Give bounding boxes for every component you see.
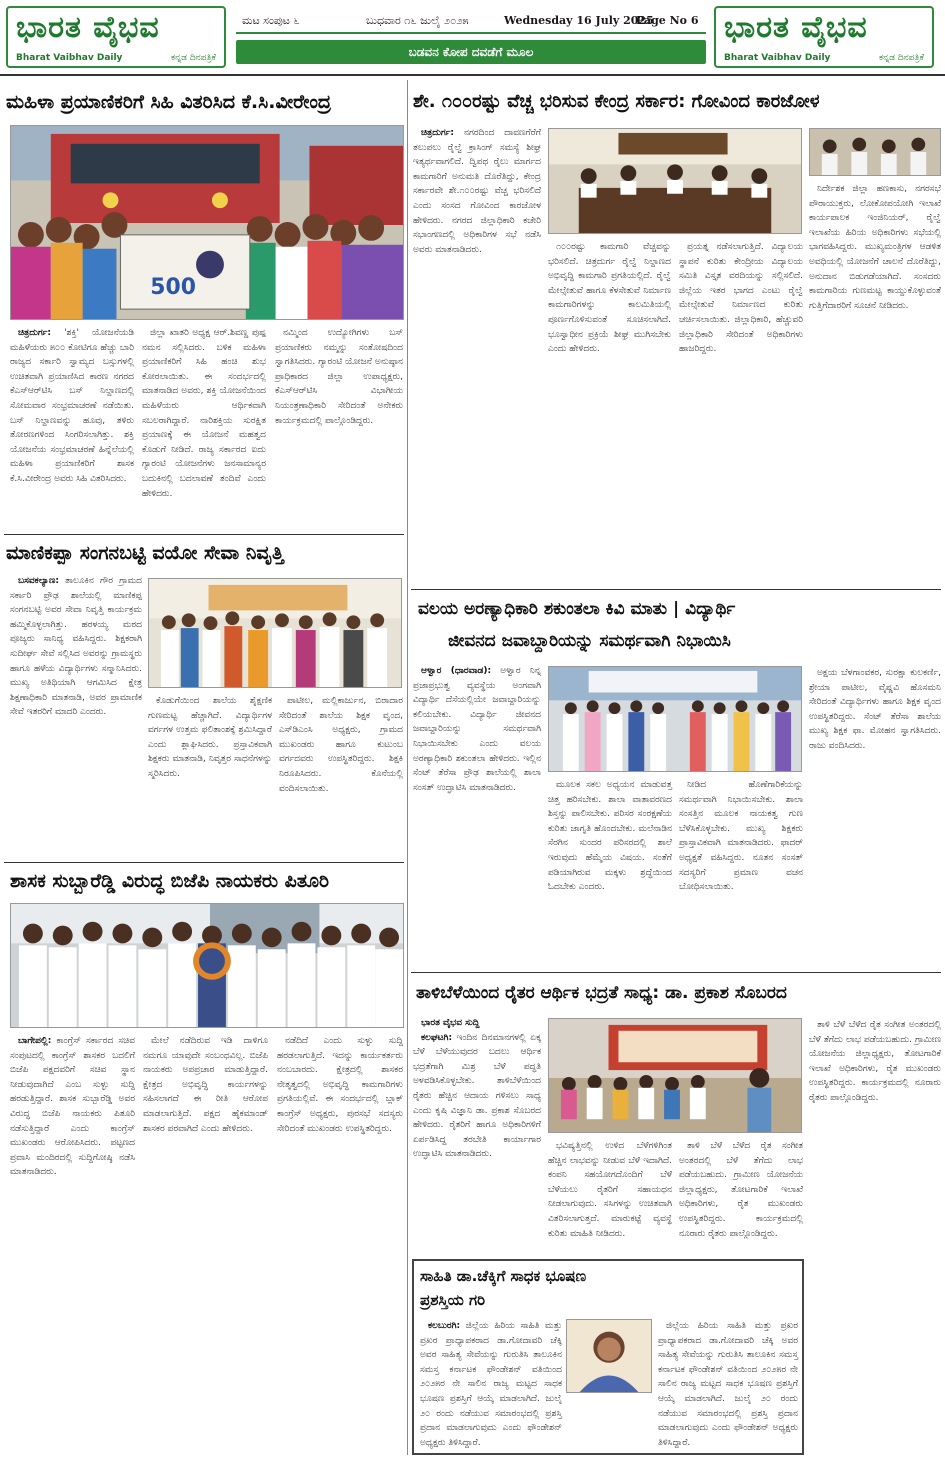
- photo-retirement: [148, 578, 402, 688]
- a1-dateline: ಚಿತ್ರದುರ್ಗ:: [18, 328, 52, 338]
- photo-school-parliament: [548, 666, 802, 772]
- logo-right: [714, 6, 934, 68]
- a5-col2: [143, 1034, 268, 1454]
- divider: [411, 972, 941, 973]
- a1-col3: [275, 326, 403, 532]
- award-box: [412, 1259, 804, 1455]
- a5-text1: ಕಾಂಗ್ರೆಸ್ ಸರ್ಕಾರದ ಸಚಿವ ಸಂಪುಟದಲ್ಲಿ ಕಾಂಗ್ರೆಸ್ ಶಾಸಕರ ಬದಲಿಗೆ ಬಿಜೆಪಿ ಪಕ್ಷದವರಿಗೆ ಸಚಿವ ಸ್ಥಾನ ನೀಡುವುದಾಗಿದೆ ಎಂಬ ಸುಳ್ಳು ಸುದ್ದಿ ಹರಡುತ್ತಿದ್ದಾರೆ. ಶಾಸಕ ಸುಬ್ಬಾರೆಡ್ಡಿ ಅವರ ವಿರುದ್ಧ ಬಿಜೆಪಿ ನಾಯಕರು ಪಿತೂರಿ ನಡೆಸುತ್ತಿದ್ದಾರೆ ಎಂದು ಕಾಂಗ್ರೆಸ್ ಮುಖಂಡರು ಆರೋಪಿಸಿದರು. ಪಟ್ಟಣದ ಪ್ರವಾಸಿ ಮಂದಿರದಲ್ಲಿ ಸುದ್ದಿಗೋಷ್ಠಿ ನಡೆಸಿ ಮಾತನಾಡಿದರು.: [10, 1036, 135, 1178]
- a2-text2: ೧೦೦ರಷ್ಟು ಕಾಮಗಾರಿ ವೆಚ್ಚವನ್ನು ಭರಿಸಲಿದೆ. ಚಿತ್ರದುರ್ಗ ರೈಲ್ವೆ ನಿಲ್ದಾಣದ ಅಭಿವೃದ್ಧಿ ಕಾಮಗಾರಿ ಪ್ರಗತಿಯಲ್ಲಿದೆ. ರೈಲ್ವೆ ಮೇಲ್ಸೇತುವೆ ಹಾಗೂ ಕೆಳಸೇತುವೆ ನಿರ್ಮಾಣ ಕಾಮಗಾರಿಗಳನ್ನು ಕಾಲಮಿತಿಯಲ್ಲಿ ಪೂರ್ಣಗೊಳಿಸುವಂತೆ ಸೂಚಿಸಲಾಗಿದೆ. ಭೂಸ್ವಾಧೀನ ಪ್ರಕ್ರಿಯೆ ಶೀಘ್ರ ಮುಗಿಸಬೇಕು ಎಂದು ಹೇಳಿದರು.: [548, 242, 671, 355]
- svg-text:500: 500: [150, 275, 196, 301]
- a3-text2: ಕೊಡುಗೆಯಿಂದ ಶಾಲೆಯ ಶೈಕ್ಷಣಿಕ ಗುಣಮಟ್ಟ ಹೆಚ್ಚಾಗಿದೆ. ವಿದ್ಯಾರ್ಥಿಗಳ ವರ್ಗಗಳ ಉತ್ತಮ ಫಲಿತಾಂಶಕ್ಕೆ ಶ್ರಮಿಸಿದ್ದಾರೆ ಎಂದು ಶ್ಲಾಘಿಸಿದರು. ಪ್ರಸ್ತಾವಿಕವಾಗಿ ಶಿಕ್ಷಕರು ಮಾತನಾಡಿ, ನಿವೃತ್ತರ ಸಾಧನೆಗಳನ್ನು ಸ್ಮರಿಸಿದರು.: [148, 696, 272, 779]
- a5-text3: ನಡೆದಿದೆ ಎಂದು ಸುಳ್ಳು ಸುದ್ದಿ ಹರಡಲಾಗುತ್ತಿದೆ. ಇದನ್ನು ಕಾರ್ಯಕರ್ತರು ನಂಬಬಾರದು. ಕ್ಷೇತ್ರದಲ್ಲಿ ಶಾಸಕರ ನೇತೃತ್ವದಲ್ಲಿ ಅಭಿವೃದ್ಧಿ ಕಾಮಗಾರಿಗಳು ಪ್ರಗತಿಯಲ್ಲಿವೆ. ಈ ಸಂದರ್ಭದಲ್ಲಿ ಬ್ಲಾಕ್ ಕಾಂಗ್ರೆಸ್ ಅಧ್ಯಕ್ಷರು, ಪುರಸಭೆ ಸದಸ್ಯರು ಸೇರಿದಂತೆ ಮುಖಂಡರು ಉಪಸ್ಥಿತರಿದ್ದರು.: [277, 1036, 403, 1134]
- a4-text2: ಮೂಲಕ ಸಕಲ ಅಧ್ಯಯನ ಮಾಡುವತ್ತ ಚಿತ್ತ ಹರಿಸಬೇಕು. ಶಾಲಾ ವಾತಾವರಣದ ಶಿಸ್ತನ್ನು ಪಾಲಿಸಬೇಕು. ಪರಿಸರ ಸಂರಕ್ಷಣೆಯ ಕುರಿತು ಜಾಗೃತಿ ಹೊಂದಬೇಕು. ಮಲೆನಾಡಿನ ಸೆರಗಿನ ಸುಂದರ ಪರಿಸರದಲ್ಲಿ ಶಾಲೆ ಇರುವುದು ಹೆಮ್ಮೆಯ ವಿಷಯ. ಸಂತೆಗೆ ಪಡಿಯಾಗಿರುವ ಮಕ್ಕಳು ಶ್ರದ್ಧೆಯಿಂದ ಓದಬೇಕು ಎಂದರು.: [548, 780, 672, 893]
- a3-text3: ಪಾಟೀಲ, ಮಲ್ಲಿಕಾರ್ಜುನ, ಬಿರಾದಾರ ಸೇರಿದಂತೆ ಶಾಲೆಯ ಶಿಕ್ಷಕ ವೃಂದ, ಎಸ್‌ಡಿಎಂಸಿ ಅಧ್ಯಕ್ಷರು, ಗ್ರಾಮದ ಮುಖಂಡರು ಹಾಗೂ ಕುಟುಂಬ ವರ್ಗದವರು ಉಪಸ್ಥಿತರಿದ್ದರು. ಶಿಕ್ಷಕಿ ನಿರೂಪಿಸಿದರು. ಕೊನೆಯಲ್ಲಿ ವಂದಿಸಲಾಯಿತು.: [279, 696, 403, 794]
- logo-subtitle: Bharat Vaibhav Daily: [724, 53, 831, 63]
- issue-number: ಮಟ ಸಂಪುಟ ೬: [242, 14, 300, 27]
- a2-col2: [548, 240, 671, 586]
- photo-author-portrait: [566, 1319, 652, 1393]
- a6-dateline: ಕಲಘಟಗಿ:: [421, 1032, 453, 1043]
- a3-dateline: ಬಸವಕಲ್ಯಾಣ:: [18, 576, 59, 586]
- a5-col1: [10, 1034, 135, 1454]
- logo-subtitle-kn: ಕನ್ನಡ ದಿನಪತ್ರಿಕೆ: [170, 53, 216, 63]
- a7-text-cont: ಜಿಲ್ಲೆಯ ಹಿರಿಯ ಸಾಹಿತಿ ಮತ್ತು ಪ್ರಖರ ಪ್ರಾಧ್ಯಾಪಕರಾದ ಡಾ.ಗೋದಾವರಿ ಚೆಕ್ಕಿ ಅವರ ಸಾಹಿತ್ಯ ಸೇವೆಯನ್ನು ಗುರುತಿಸಿ ತಾಲೂಕಿನ ಸಮಸ್ತ ಕರ್ನಾಟಕ ಫೌಂಡೇಶನ್ ವತಿಯಿಂದ ೨೦೨೫ರ ನೇ ಸಾಲಿನ ರಾಜ್ಯ ಮಟ್ಟದ ಸಾಧಕ ಭೂಷಣ ಪ್ರಶಸ್ತಿಗೆ ಆಯ್ಕೆ ಮಾಡಲಾಗಿದೆ. ಜುಲೈ ೨೦ ರಂದು ನಡೆಯುವ ಸಮಾರಂಭದಲ್ಲಿ ಪ್ರಶಸ್ತಿ ಪ್ರದಾನ ಮಾಡಲಾಗುವುದು ಎಂದು ಫೌಂಡೇಶನ್ ಅಧ್ಯಕ್ಷರು ತಿಳಿಸಿದ್ದಾರೆ.: [658, 1321, 798, 1448]
- a2-text4: ನಿರ್ದೇಶಕ ಜಿಲ್ಲಾ ಹಣಕಾಸು, ನಗರಸಭೆ ಪೌರಾಯುಕ್ತರು, ಲೋಕೋಪಯೋಗಿ ಇಲಾಖೆ ಕಾರ್ಯಪಾಲಕ ಇಂಜಿನಿಯರ್, ರೈಲ್ವೆ ಇಲಾಖೆಯ ಹಿರಿಯ ಅಧಿಕಾರಿಗಳು ಸಭೆಯಲ್ಲಿ ಭಾಗವಹಿಸಿದ್ದರು. ಮುಖ್ಯಮಂತ್ರಿಗಳ ಆಡಳಿತ ಅವಧಿಯಲ್ಲಿ ಯೋಜನೆಗೆ ಚಾಲನೆ ದೊರೆತಿದ್ದು, ಅನುದಾನ ಬಿಡುಗಡೆಯಾಗಿದೆ. ಸಂಸದರು ಕಾಮಗಾರಿಯ ಗುಣಮಟ್ಟ ಕಾಯ್ದುಕೊಳ್ಳುವಂತೆ ಗುತ್ತಿಗೆದಾರರಿಗೆ ಸೂಚನೆ ನೀಡಿದರು.: [809, 184, 941, 311]
- masthead: [0, 0, 945, 72]
- photo-meeting-2: [809, 128, 941, 176]
- logo-subtitle: Bharat Vaibhav Daily: [16, 53, 123, 63]
- masthead-center: [236, 6, 706, 68]
- a7-text: ಜಿಲ್ಲೆಯ ಹಿರಿಯ ಸಾಹಿತಿ ಮತ್ತು ಪ್ರಖರ ಪ್ರಾಧ್ಯಾಪಕರಾದ ಡಾ.ಗೋದಾವರಿ ಚೆಕ್ಕಿ ಅವರ ಸಾಹಿತ್ಯ ಸೇವೆಯನ್ನು ಗುರುತಿಸಿ ತಾಲೂಕಿನ ಸಮಸ್ತ ಕರ್ನಾಟಕ ಫೌಂಡೇಶನ್ ವತಿಯಿಂದ ೨೦೨೫ರ ನೇ ಸಾಲಿನ ರಾಜ್ಯ ಮಟ್ಟದ ಸಾಧಕ ಭೂಷಣ ಪ್ರಶಸ್ತಿಗೆ ಆಯ್ಕೆ ಮಾಡಲಾಗಿದೆ. ಜುಲೈ ೨೦ ರಂದು ನಡೆಯುವ ಸಮಾರಂಭದಲ್ಲಿ ಪ್ರಶಸ್ತಿ ಪ್ರದಾನ ಮಾಡಲಾಗುವುದು ಎಂದು ಫೌಂಡೇಶನ್ ಅಧ್ಯಕ್ಷರು ತಿಳಿಸಿದ್ದಾರೆ.: [420, 1321, 562, 1448]
- a1-col2: [142, 326, 266, 532]
- a6-byline: ಭಾರತ ವೈಭವ ಸುದ್ದಿ: [421, 1018, 480, 1028]
- a1-col1: [10, 326, 134, 532]
- a4-text4: ಅಕ್ಷಯ ಬೆಳಗಾಂವಕರ, ಸುರಕ್ಷಾ ಕುಲಕರ್ಣಿ, ಶ್ರೇಯಾ ಪಾಟೀಲ, ವೈಷ್ಣವಿ ಹೊಸಮನಿ ಸೇರಿದಂತೆ ವಿದ್ಯಾರ್ಥಿಗಳು ಹಾಗೂ ಶಿಕ್ಷಕ ವೃಂದ ಉಪಸ್ಥಿತರಿದ್ದರು. ಸೆಂಟ್ ತೆರೆಸಾ ಶಾಲೆಯ ಮುಖ್ಯ ಶಿಕ್ಷಕ ಫಾ. ಮೋಹನ ಸ್ವಾಗತಿಸಿದರು. ರಾಜು ವಂದಿಸಿದರು.: [809, 668, 941, 751]
- a3-col2: [148, 694, 272, 859]
- a6-col3: [679, 1139, 803, 1257]
- headline-a6: ತಾಳಿಬೆಳೆಯಿಂದ ರೈತರ ಆರ್ಥಿಕ ಭದ್ರತೆ ಸಾಧ್ಯ: ಡಾ. ಪ್ರಕಾಶ ಸೊಬರದ: [416, 983, 787, 1003]
- a6-text2: ಭವಿಷ್ಯತ್ತಿನಲ್ಲಿ ಉಳಿದ ಬೆಳೆಗಳಿಗಿಂತ ಹೆಚ್ಚಿನ ಲಾಭವನ್ನು ನೀಡುವ ಬೆಳೆ ಇದಾಗಿದೆ. ಕಂಪನಿ ಸಹಯೋಗದೊಂದಿಗೆ ಬೆಳೆ ಬೆಳೆಯಲು ರೈತರಿಗೆ ಸಹಾಯಧನ ನೀಡಲಾಗುವುದು. ಸಸಿಗಳನ್ನು ಉಚಿತವಾಗಿ ವಿತರಿಸಲಾಗುತ್ತದೆ. ಮಾರುಕಟ್ಟೆ ವ್ಯವಸ್ಥೆ ಕುರಿತು ಮಾಹಿತಿ ನೀಡಿದರು.: [548, 1141, 672, 1239]
- photo-bus-celebration: [10, 125, 404, 320]
- logo-title: ಭಾರತ ವೈಭವ: [16, 10, 160, 45]
- divider: [4, 862, 404, 863]
- a4-dateline: ಆಳ್ವಾರ (ಧಾರವಾಡ):: [421, 666, 492, 676]
- divider: [411, 589, 941, 590]
- a2-text1: ನಗರದಿಂದ ದಾವಣಗೆರೆಗೆ ತಲುಪಲು ರೈಲ್ವೆ ಕ್ರಾಸಿಂಗ್ ಸಮಸ್ಯೆ ಶೀಘ್ರ ಇತ್ಯರ್ಥವಾಗಲಿದೆ. ದ್ವಿಪಥ ರೈಲು ಮಾರ್ಗದ ಕಾಮಗಾರಿಗೆ ಅನುಮತಿ ದೊರೆತಿದ್ದು, ಕೇಂದ್ರ ಸರ್ಕಾರವೇ ಶೇ.೧೦೦ರಷ್ಟು ವೆಚ್ಚ ಭರಿಸಲಿದೆ ಎಂದು ಸಂಸದ ಗೋವಿಂದ ಕಾರಜೋಳ ಹೇಳಿದರು. ನಗರದ ಜಿಲ್ಲಾಧಿಕಾರಿ ಕಚೇರಿ ಸಭಾಂಗಣದಲ್ಲಿ ಅಧಿಕಾರಿಗಳ ಸಭೆ ನಡೆಸಿ ಅವರು ಮಾತನಾಡಿದರು.: [413, 128, 541, 255]
- a6-text1: ಇಂದಿನ ದಿನಮಾನಗಳಲ್ಲಿ ಏಕ್ಕ ಬೆಳೆ ಬೆಳೆಯುವುದರ ಬದಲು ಆರ್ಥಿಕ ಭದ್ರತೆಗಾಗಿ ಮಿಶ್ರ ಬೆಳೆ ಪದ್ಧತಿ ಅಳವಡಿಸಿಕೊಳ್ಳಬೇಕು. ತಾಳಿಬೆಳೆಯಿಂದ ರೈತರು ಹೆಚ್ಚಿನ ಆದಾಯ ಗಳಿಸಲು ಸಾಧ್ಯ ಎಂದು ಕೃಷಿ ವಿಜ್ಞಾನಿ ಡಾ. ಪ್ರಕಾಶ ಸೊಬರದ ಹೇಳಿದರು. ರೈತರಿಗೆ ಹಾಗೂ ಅಧಿಕಾರಿಗಳಿಗೆ ಏರ್ಪಡಿಸಿದ್ದ ತರಬೇತಿ ಕಾರ್ಯಾಗಾರ ಉದ್ಘಾಟಿಸಿ ಮಾತನಾಡಿದರು.: [413, 1032, 541, 1160]
- a1-text2: ಜಿಲ್ಲಾ ಖಾತರಿ ಅಧ್ಯಕ್ಷ ಆರ್.ಶಿವಣ್ಣ ಪುಷ್ಪ ನಮನ ಸಲ್ಲಿಸಿದರು. ಬಳಿಕ ಮಹಿಳಾ ಪ್ರಯಾಣಿಕರಿಗೆ ಸಿಹಿ ಹಂಚಿ ಶುಭ ಕೋರಲಾಯಿತು. ಈ ಸಂದರ್ಭದಲ್ಲಿ ಮಾತನಾಡಿದ ಅವರು, ಶಕ್ತಿ ಯೋಜನೆಯಿಂದ ಮಹಿಳೆಯರು ಆರ್ಥಿಕವಾಗಿ ಸಬಲರಾಗಿದ್ದಾರೆ. ನಾರಿಶಕ್ತಿಯ ಸುರಕ್ಷಿತ ಪ್ರಯಾಣಕ್ಕೆ ಈ ಯೋಜನೆ ಮಹತ್ವದ ಕೊಡುಗೆ ನೀಡಿದೆ. ರಾಜ್ಯ ಸರ್ಕಾರದ ಐದು ಗ್ಯಾರಂಟಿ ಯೋಜನೆಗಳು ಜನಸಾಮಾನ್ಯರ ಬದುಕಿನಲ್ಲಿ ಬದಲಾವಣೆ ತಂದಿವೆ ಎಂದು ಹೇಳಿದರು.: [142, 328, 266, 499]
- slogan: ಬಡವನ ಕೋಪ ದವಡೆಗೆ ಮೂಲ: [236, 40, 706, 64]
- masthead-divider: [0, 74, 945, 76]
- photo-meeting: [548, 128, 802, 234]
- a2-col4: [809, 182, 941, 586]
- a5-text2: ಮೇಲೆ ನಡೆದಿರುವ ಇಡಿ ದಾಳಿಗೂ ನಮಗೂ ಯಾವುದೇ ಸಂಬಂಧವಿಲ್ಲ. ಬಿಜೆಪಿ ನಾಯಕರು ಅಪಪ್ರಚಾರ ಮಾಡುತ್ತಿದ್ದಾರೆ. ಕ್ಷೇತ್ರದ ಅಭಿವೃದ್ಧಿ ಕಾರ್ಯಗಳನ್ನು ಸಹಿಸಲಾಗದೆ ಈ ರೀತಿ ಆರೋಪ ಮಾಡಲಾಗುತ್ತಿದೆ. ಪಕ್ಷದ ಹೈಕಮಾಂಡ್ ಶಾಸಕರ ಪರವಾಗಿದೆ ಎಂದು ಹೇಳಿದರು.: [143, 1036, 268, 1134]
- a4-col4: [809, 666, 941, 969]
- date-english: Wednesday 16 July 2025: [504, 14, 654, 27]
- headline-a4-line1: ವಲಯ ಅರಣ್ಯಾಧಿಕಾರಿ ಶಕುಂತಲಾ ಕಿವಿ ಮಾತು | ವಿದ್ಯಾರ್ಥಿ: [418, 599, 736, 619]
- a6-col4: [809, 1018, 941, 1454]
- a3-col1: [10, 574, 142, 859]
- headline-a7-line1: ಸಾಹಿತಿ ಡಾ.ಚೆಕ್ಕಿಗೆ ಸಾಧಕ ಭೂಷಣ: [420, 1267, 587, 1285]
- a7-body-cont: [658, 1319, 798, 1451]
- logo-left: [6, 6, 226, 68]
- a1-text3: ನಮ್ಮಿಂದ ಉದ್ಯೋಗಿಗಳು ಬಸ್ ಪ್ರಯಾಣಿಕರು ನಮ್ಮನ್ನು ಸಂತೋಷದಿಂದ ಸ್ವಾಗತಿಸಿದರು. ಗ್ಯಾರಂಟಿ ಯೋಜನೆ ಅನುಷ್ಠಾನ ಪ್ರಾಧಿಕಾರದ ಜಿಲ್ಲಾ ಉಪಾಧ್ಯಕ್ಷರು, ಕೆಎಸ್‌ಆರ್‌ಟಿಸಿ ವಿಭಾಗೀಯ ನಿಯಂತ್ರಣಾಧಿಕಾರಿ ಸೇರಿದಂತೆ ಅನೇಕರು ಕಾರ್ಯಕ್ರಮದಲ್ಲಿ ಪಾಲ್ಗೊಂಡಿದ್ದರು.: [275, 328, 403, 426]
- a5-dateline: ಬಾಗೇಪಲ್ಲಿ:: [18, 1036, 52, 1046]
- a4-col1: [413, 664, 541, 969]
- headline-a1: ಮಹಿಳಾ ಪ್ರಯಾಣಿಕರಿಗೆ ಸಿಹಿ ವಿತರಿಸಿದ ಕೆ.ಸಿ.ವೀರೇಂದ್ರ: [6, 91, 331, 113]
- a1-text1: 'ಶಕ್ತಿ' ಯೋಜನೆಯಡಿ ಮಹಿಳೆಯರು ೫೦೦ ಕೋಟಿಗೂ ಹೆಚ್ಚು ಬಾರಿ ರಾಜ್ಯದ ಸರ್ಕಾರಿ ಸ್ವಾಮ್ಯದ ಬಸ್ಸುಗಳಲ್ಲಿ ಉಚಿತವಾಗಿ ಪ್ರಯಾಣಿಸಿದ ಕಾರಣ ನಗರದ ಕೆಎಸ್‌ಆರ್‌ಟಿಸಿ ಬಸ್ ನಿಲ್ದಾಣದಲ್ಲಿ ಸೋಮವಾರ ಸಂಭ್ರಮಾಚರಣೆ ನಡೆಯಿತು. ಬಸ್ ನಿಲ್ದಾಣವನ್ನು ಹೂವು, ತಳಿರು ತೋರಣಗಳಿಂದ ಸಿಂಗರಿಸಲಾಗಿತ್ತು. ಶಕ್ತಿ ಯೋಜನೆಯ ಸಂಭ್ರಮಾಚರಣೆ ಹಿನ್ನೆಲೆಯಲ್ಲಿ ಮಹಿಳಾ ಪ್ರಯಾಣಿಕರಿಗೆ ಶಾಸಕ ಕೆ.ಸಿ.ವೀರೇಂದ್ರ ಅವರು ಸಿಹಿ ವಿತರಿಸಿದರು.: [10, 328, 134, 484]
- headline-a2: ಶೇ. ೧೦೦ರಷ್ಟು ವೆಚ್ಚ ಭರಿಸುವ ಕೇಂದ್ರ ಸರ್ಕಾರ: ಗೋವಿಂದ ಕಾರಜೋಳ: [413, 91, 820, 112]
- a6-text3b: ತಾಳಿ ಬೆಳೆ ಬೆಳೆದ ರೈತ ಸಂಗೀತ ಅಂತರದಲ್ಲಿ ಬೆಳೆ ತೆಗೆದು ಲಾಭ ಪಡೆಯಬಹುದು. ಗ್ರಾಮೀಣ ಯೋಜನೆಯ ಜಿಲ್ಲಾಧ್ಯಕ್ಷರು, ತೋಟಗಾರಿಕೆ ಇಲಾಖೆ ಅಧಿಕಾರಿಗಳು, ರೈತ ಮುಖಂಡರು ಉಪಸ್ಥಿತರಿದ್ದರು. ಕಾರ್ಯಕ್ರಮದಲ್ಲಿ ನೂರಾರು ರೈತರು ಪಾಲ್ಗೊಂಡಿದ್ದರು.: [809, 1020, 941, 1103]
- logo-subtitle-kn: ಕನ್ನಡ ದಿನಪತ್ರಿಕೆ: [878, 53, 924, 63]
- date-kannada: ಬುಧವಾರ ೧೬ ಜುಲೈ ೨೦೨೫: [366, 14, 469, 27]
- headline-a3: ಮಾಣಿಕಪ್ಪಾ ಸಂಗನಬಟ್ಟಿ ವಯೋ ಸೇವಾ ನಿವೃತ್ತಿ: [6, 542, 284, 564]
- headline-a5: ಶಾಸಕ ಸುಬ್ಬಾರೆಡ್ಡಿ ವಿರುದ್ಧ ಬಿಜೆಪಿ ನಾಯಕರು ಪಿತೂರಿ: [10, 870, 330, 892]
- divider: [4, 534, 404, 535]
- a4-text3: ನೀಡಿದ ಹೊಣೆಗಾರಿಕೆಯನ್ನು ಸಮರ್ಥವಾಗಿ ನಿಭಾಯಿಸಬೇಕು. ಶಾಲಾ ಸಂಸತ್ತಿನ ಮೂಲಕ ನಾಯಕತ್ವ ಗುಣ ಬೆಳೆಸಿಕೊಳ್ಳಬೇಕು. ಮುಖ್ಯ ಶಿಕ್ಷಕರು ಪ್ರಾಸ್ತಾವಿಕವಾಗಿ ಮಾತನಾಡಿದರು. ಫಾದರ್ ಅಧ್ಯಕ್ಷತೆ ವಹಿಸಿದ್ದರು. ನೂತನ ಸಂಸತ್ ಸದಸ್ಯರಿಗೆ ಪ್ರಮಾಣ ವಚನ ಬೋಧಿಸಲಾಯಿತು.: [679, 780, 803, 893]
- logo-title: ಭಾರತ ವೈಭವ: [724, 10, 868, 45]
- a3-text1: ತಾಲೂಕಿನ ಗೌರ ಗ್ರಾಮದ ಸರ್ಕಾರಿ ಪ್ರೌಢ ಶಾಲೆಯಲ್ಲಿ ಮಾಣಿಕಪ್ಪ ಸಂಗನಬಟ್ಟಿ ಅವರ ಸೇವಾ ನಿವೃತ್ತಿ ಕಾರ್ಯಕ್ರಮ ಹಮ್ಮಿಕೊಳ್ಳಲಾಗಿತ್ತು. ಹರಳಯ್ಯ ಮಠದ ಪೂಜ್ಯರು ಸಾನಿಧ್ಯ ವಹಿಸಿದ್ದರು. ಶಿಕ್ಷಕರಾಗಿ ಸುದೀರ್ಘ ಸೇವೆ ಸಲ್ಲಿಸಿದ ಅವರನ್ನು ಗ್ರಾಮಸ್ಥರು ಹಾಗೂ ಹಳೆಯ ವಿದ್ಯಾರ್ಥಿಗಳು ಸನ್ಮಾನಿಸಿದರು. ಮುಖ್ಯ ಅತಿಥಿಯಾಗಿ ಆಗಮಿಸಿದ ಕ್ಷೇತ್ರ ಶಿಕ್ಷಣಾಧಿಕಾರಿ ಮಾತನಾಡಿ, ಅವರ ಪ್ರಾಮಾಣಿಕ ಸೇವೆ ಇತರರಿಗೆ ಮಾದರಿ ಎಂದರು.: [10, 576, 142, 718]
- a3-col3: [279, 694, 403, 859]
- a5-col3: [277, 1034, 403, 1454]
- photo-farmers-workshop: [548, 1018, 802, 1133]
- a2-dateline: ಚಿತ್ರದುರ್ಗ:: [421, 128, 455, 138]
- a7-body: [420, 1319, 562, 1451]
- a2-col3: [679, 240, 803, 586]
- a6-col2: [548, 1139, 672, 1257]
- photo-congress-leaders: [10, 903, 404, 1028]
- a6-col1: [413, 1016, 541, 1160]
- column-divider: [407, 80, 408, 1455]
- a6-text3: ತಾಳಿ ಬೆಳೆ ಬೆಳೆದ ರೈತ ಸಂಗೀತ ಅಂತರದಲ್ಲಿ ಬೆಳೆ ತೆಗೆದು ಲಾಭ ಪಡೆಯಬಹುದು. ಗ್ರಾಮೀಣ ಯೋಜನೆಯ ಜಿಲ್ಲಾಧ್ಯಕ್ಷರು, ತೋಟಗಾರಿಕೆ ಇಲಾಖೆ ಅಧಿಕಾರಿಗಳು, ರೈತ ಮುಖಂಡರು ಉಪಸ್ಥಿತರಿದ್ದರು. ಕಾರ್ಯಕ್ರಮದಲ್ಲಿ ನೂರಾರು ರೈತರು ಪಾಲ್ಗೊಂಡಿದ್ದರು.: [679, 1141, 803, 1239]
- a4-text1: ಅಳ್ವಾರ ನಿನ್ನ ಪ್ರಜಾಪ್ರಭುತ್ವ ವ್ಯವಸ್ಥೆಯ ಅಂಗವಾಗಿ ವಿದ್ಯಾರ್ಥಿ ದೆಸೆಯಲ್ಲಿಯೇ ಜವಾಬ್ದಾರಿಯನ್ನು ಕಲಿಯಬೇಕು. ವಿದ್ಯಾರ್ಥಿ ಜೀವನದ ಜವಾಬ್ದಾರಿಯನ್ನು ಸಮರ್ಥವಾಗಿ ನಿಭಾಯಿಸಬೇಕು ಎಂದು ವಲಯ ಅರಣ್ಯಾಧಿಕಾರಿ ಶಕುಂತಲಾ ಹೇಳಿದರು. ಇಲ್ಲಿನ ಸೆಂಟ್ ತೆರೆಸಾ ಪ್ರೌಢ ಶಾಲೆಯಲ್ಲಿ ಶಾಲಾ ಸಂಸತ್ ಉದ್ಘಾಟಿಸಿ ಮಾತನಾಡಿದರು.: [413, 666, 541, 793]
- a4-col3: [679, 778, 803, 969]
- page-number: Page No 6: [636, 14, 699, 27]
- a2-col1: [413, 126, 541, 586]
- a7-dateline: ಕಲಬುರಗಿ:: [428, 1321, 461, 1331]
- headline-a4-line2: ಜೀವನದ ಜವಾಬ್ದಾರಿಯನ್ನು ಸಮರ್ಥವಾಗಿ ನಿಭಾಯಿಸಿ: [448, 631, 731, 651]
- a2-text3: ಪ್ರಯತ್ನ ನಡೆಸಲಾಗುತ್ತಿದೆ. ವಿದ್ಯಾಲಯ ಸ್ಥಾಪನೆ ಕುರಿತು ಕೇಂದ್ರೀಯ ವಿದ್ಯಾಲಯ ಸಮಿತಿ ವಿಸ್ತೃತ ವರದಿಯನ್ನು ಸಲ್ಲಿಸಲಿದೆ. ಜಿಲ್ಲೆಯ ಇತರ ಭಾಗದ ಎಂಟು ರೈಲ್ವೆ ಮೇಲ್ಸೇತುವೆ ನಿರ್ಮಾಣದ ಕುರಿತು ಚರ್ಚಿಸಲಾಯಿತು. ಜಿಲ್ಲಾಧಿಕಾರಿ, ಹೆಚ್ಚುವರಿ ಜಿಲ್ಲಾಧಿಕಾರಿ ಸೇರಿದಂತೆ ಅಧಿಕಾರಿಗಳು ಹಾಜರಿದ್ದರು.: [679, 242, 803, 355]
- headline-a7-line2: ಪ್ರಶಸ್ತಿಯ ಗರಿ: [420, 1291, 486, 1309]
- a4-col2: [548, 778, 672, 969]
- issue-bar: [236, 8, 706, 34]
